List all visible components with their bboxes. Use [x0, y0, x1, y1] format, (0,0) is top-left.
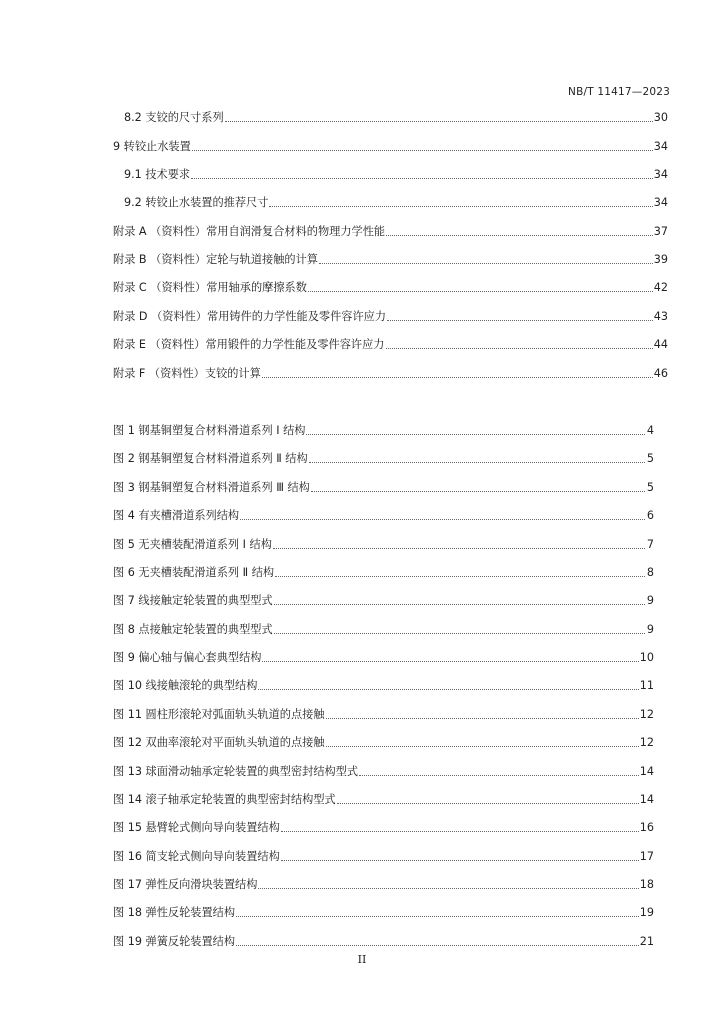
figure-entry-page: 16 [639, 821, 654, 834]
figure-entry-title: 图 10 线接触滚轮的典型结构 [113, 679, 258, 692]
figure-entry-page: 19 [639, 906, 654, 919]
figure-entry-title: 图 2 钢基铜塑复合材料滑道系列 Ⅱ 结构 [113, 452, 308, 465]
figure-entry-page: 5 [646, 481, 654, 494]
dot-leader [319, 263, 653, 264]
dot-leader [262, 377, 653, 378]
dot-leader [192, 150, 653, 151]
figure-entry[interactable] [113, 645, 654, 665]
figure-entry-title: 图 17 弹性反向滑块装置结构 [113, 878, 258, 891]
figure-entry-title: 图 13 球面滑动轴承定轮装置的典型密封结构型式 [113, 765, 359, 778]
figure-entry-page: 8 [646, 566, 654, 579]
dot-leader [337, 803, 639, 804]
toc-entry-page: 39 [653, 253, 668, 266]
figure-entry[interactable] [113, 872, 654, 892]
figure-entry[interactable] [113, 532, 654, 552]
dot-leader [281, 831, 639, 832]
dot-leader [236, 945, 639, 946]
toc-entry-page: 44 [653, 338, 668, 351]
figure-entry-title: 图 15 悬臂轮式侧向导向装置结构 [113, 821, 280, 834]
dot-leader [274, 633, 645, 634]
dot-leader [273, 548, 645, 549]
figure-entry[interactable] [113, 730, 654, 750]
toc-entry-title: 附录 F （资料性）支铰的计算 [113, 367, 261, 380]
toc-entry[interactable] [113, 275, 668, 295]
figure-entry-page: 12 [639, 708, 654, 721]
figure-entry-page: 12 [639, 736, 654, 749]
figure-entry-title: 图 4 有夹槽滑道系列结构 [113, 509, 240, 522]
dot-leader [274, 604, 645, 605]
figure-entry[interactable] [113, 787, 654, 807]
toc-entry-title: 附录 A （资料性）常用自润滑复合材料的物理力学性能 [113, 225, 386, 238]
toc-entry[interactable] [113, 332, 668, 352]
figure-entry[interactable] [113, 446, 654, 466]
figure-entry[interactable] [113, 503, 654, 523]
toc-entry[interactable] [113, 134, 668, 154]
dot-leader [225, 121, 653, 122]
figure-entry[interactable] [113, 759, 654, 779]
figure-entry-title: 图 1 钢基铜塑复合材料滑道系列 Ⅰ 结构 [113, 424, 306, 437]
toc-entry[interactable] [124, 162, 668, 182]
dot-leader [269, 206, 652, 207]
figure-entry[interactable] [113, 475, 654, 495]
figure-entry-title: 图 7 线接触定轮装置的典型型式 [113, 594, 273, 607]
page-number: II [357, 953, 367, 966]
toc-entry-title: 9.2 转铰止水装置的推荐尺寸 [124, 196, 269, 209]
toc-entry-title: 8.2 支铰的尺寸系列 [124, 111, 224, 124]
dot-leader [359, 775, 639, 776]
figure-entry-title: 图 14 滚子轴承定轮装置的典型密封结构型式 [113, 793, 336, 806]
figure-entry[interactable] [113, 900, 654, 920]
toc-entry-title: 9 转铰止水装置 [113, 140, 191, 153]
toc-entry[interactable] [113, 361, 668, 381]
figure-entry[interactable] [113, 702, 654, 722]
toc-entry[interactable] [124, 105, 668, 125]
figure-entry[interactable] [113, 815, 654, 835]
toc-entry-page: 34 [653, 196, 668, 209]
toc-entry-title: 附录 E （资料性）常用锻件的力学性能及零件容许应力 [113, 338, 385, 351]
dot-leader [258, 689, 638, 690]
dot-leader [309, 462, 645, 463]
figure-entry-title: 图 16 简支轮式侧向导向装置结构 [113, 850, 280, 863]
toc-entry[interactable] [124, 190, 668, 210]
dot-leader [281, 860, 639, 861]
figure-entry-page: 9 [646, 623, 654, 636]
toc-entry-page: 37 [653, 225, 668, 238]
figure-entry-title: 图 5 无夹槽装配滑道系列 Ⅰ 结构 [113, 538, 272, 551]
dot-leader [387, 320, 653, 321]
figure-entry[interactable] [113, 418, 654, 438]
document-code: NB/T 11417—2023 [568, 86, 670, 98]
toc-entry[interactable] [113, 219, 668, 239]
figure-entry-title: 图 12 双曲率滚轮对平面轨头轨道的点接触 [113, 736, 325, 749]
figure-entry[interactable] [113, 560, 654, 580]
toc-entry-page: 42 [653, 281, 668, 294]
dot-leader [386, 235, 653, 236]
figure-entry-page: 11 [639, 679, 654, 692]
figure-entry-title: 图 9 偏心轴与偏心套典型结构 [113, 651, 262, 664]
figure-entry-page: 4 [646, 424, 654, 437]
figure-entry[interactable] [113, 844, 654, 864]
figure-entry-page: 9 [646, 594, 654, 607]
figure-entry-title: 图 6 无夹槽装配滑道系列 Ⅱ 结构 [113, 566, 275, 579]
figure-entry[interactable] [113, 673, 654, 693]
toc-entry-title: 9.1 技术要求 [124, 168, 191, 181]
figure-entry-title: 图 18 弹性反轮装置结构 [113, 906, 236, 919]
dot-leader [191, 178, 653, 179]
figure-entry-title: 图 8 点接触定轮装置的典型型式 [113, 623, 273, 636]
toc-entry-page: 34 [653, 140, 668, 153]
dot-leader [326, 746, 639, 747]
dot-leader [306, 434, 645, 435]
dot-leader [258, 888, 638, 889]
figure-entry-page: 7 [646, 538, 654, 551]
figure-entry-page: 5 [646, 452, 654, 465]
figure-entry-page: 14 [639, 765, 654, 778]
toc-entry-page: 46 [653, 367, 668, 380]
figure-entry-title: 图 11 圆柱形滚轮对弧面轨头轨道的点接触 [113, 708, 325, 721]
dot-leader [308, 291, 653, 292]
toc-entry-page: 43 [653, 310, 668, 323]
figure-entry-page: 18 [639, 878, 654, 891]
figure-entry-title: 图 19 弹簧反轮装置结构 [113, 935, 236, 948]
figure-entry-title: 图 3 钢基铜塑复合材料滑道系列 Ⅲ 结构 [113, 481, 310, 494]
figure-entry-page: 21 [639, 935, 654, 948]
figure-entry-page: 10 [639, 651, 654, 664]
dot-leader [386, 348, 653, 349]
toc-entry-page: 30 [653, 111, 668, 124]
dot-leader [262, 661, 638, 662]
figure-entry[interactable] [113, 929, 654, 949]
figure-entry-page: 14 [639, 793, 654, 806]
dot-leader [326, 718, 639, 719]
figure-entry[interactable] [113, 617, 654, 637]
toc-entry-title: 附录 C （资料性）常用轴承的摩擦系数 [113, 281, 307, 294]
dot-leader [275, 576, 645, 577]
figure-entry-page: 17 [639, 850, 654, 863]
toc-entry[interactable] [113, 247, 668, 267]
toc-entry-title: 附录 D （资料性）常用铸件的力学性能及零件容许应力 [113, 310, 387, 323]
toc-entry-page: 34 [653, 168, 668, 181]
figure-entry[interactable] [113, 588, 654, 608]
dot-leader [311, 491, 645, 492]
figure-entry-page: 6 [646, 509, 654, 522]
toc-entry-title: 附录 B （资料性）定轮与轨道接触的计算 [113, 253, 318, 266]
toc-entry[interactable] [113, 304, 668, 324]
dot-leader [240, 519, 645, 520]
dot-leader [236, 916, 639, 917]
